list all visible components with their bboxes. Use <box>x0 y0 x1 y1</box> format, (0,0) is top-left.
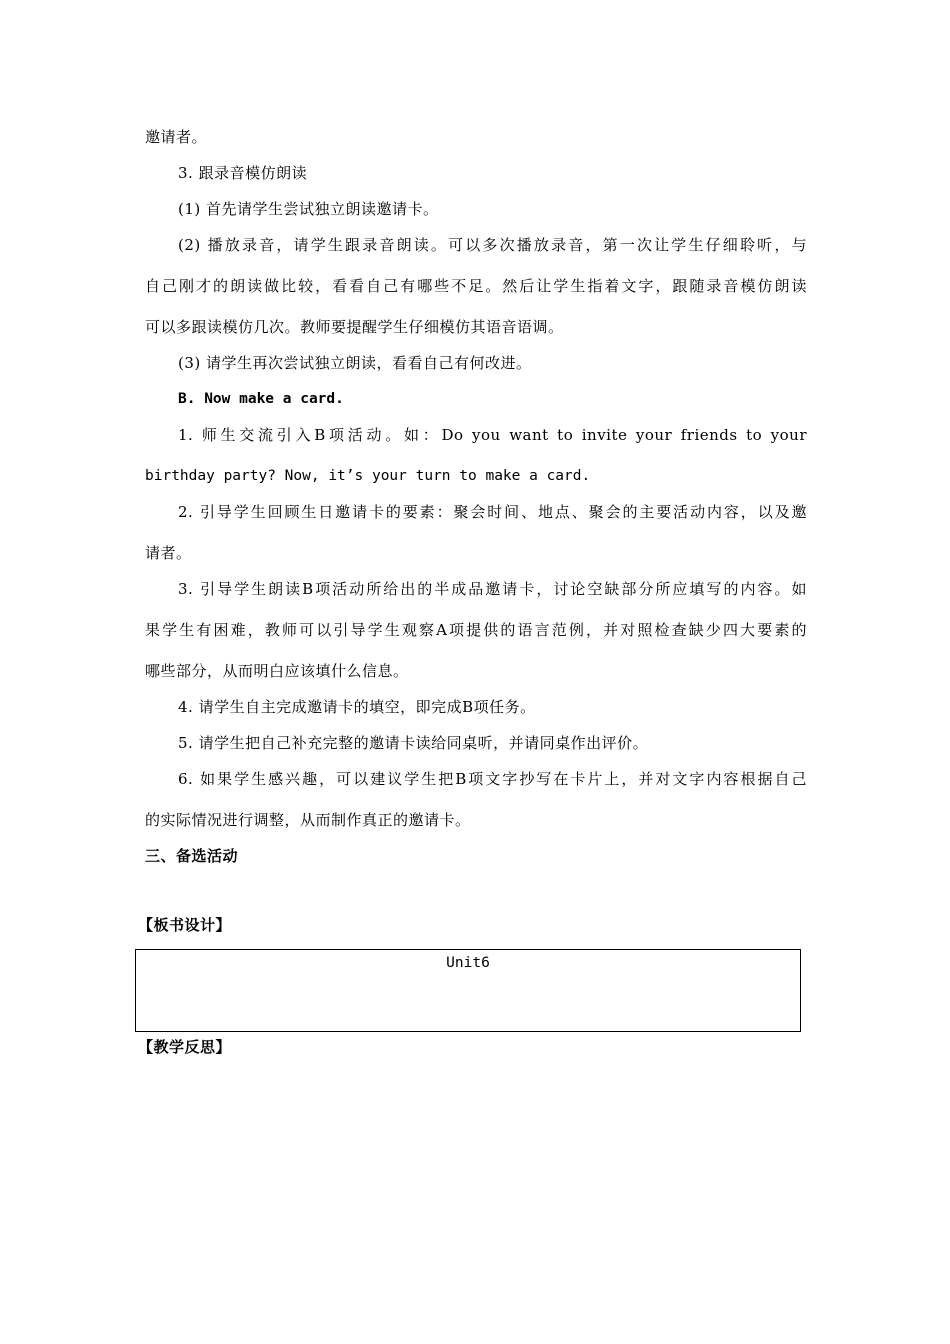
paragraph-line: 果学生有困难，教师可以引导学生观察A项提供的语言范例，并对照检查缺少四大要素的 <box>145 621 807 639</box>
board-design-title: Unit6 <box>446 955 490 971</box>
step-text: 1. 师生交流引入B项活动。如：Do you want to invite your friends to your <box>178 426 807 444</box>
step-item: 3. 引导学生朗读B项活动所给出的半成品邀请卡，讨论空缺部分所应填写的内容。如 <box>178 580 807 598</box>
paragraph-line: 的实际情况进行调整，从而制作真正的邀请卡。 <box>145 811 471 829</box>
step-item: 6. 如果学生感兴趣，可以建议学生把B项文字抄写在卡片上，并对文字内容根据自己 <box>178 770 807 788</box>
paragraph-line: 自己刚才的朗读做比较，看看自己有哪些不足。然后让学生指着文字，跟随录音模仿朗读 <box>145 277 807 295</box>
step-item: 2. 引导学生回顾生日邀请卡的要素：聚会时间、地点、聚会的主要活动内容，以及邀 <box>178 503 807 521</box>
sub-step: (1) 首先请学生尝试独立朗读邀请卡。 <box>178 200 439 218</box>
reflection-label: 【教学反思】 <box>138 1038 232 1056</box>
step-item: 4. 请学生自主完成邀请卡的填空，即完成B项任务。 <box>178 698 536 716</box>
paragraph-line: 哪些部分，从而明白应该填什么信息。 <box>145 662 409 680</box>
sub-step: (3) 请学生再次尝试独立朗读，看看自己有何改进。 <box>178 354 532 372</box>
paragraph-line: birthday party? Now, it’s your turn to make a card. <box>145 468 591 484</box>
step-heading: 3. 跟录音模仿朗读 <box>178 164 308 182</box>
paragraph-line: 邀请者。 <box>145 128 208 146</box>
board-design-label: 【板书设计】 <box>138 916 232 934</box>
board-design-box <box>135 949 801 1032</box>
paragraph-line: 请者。 <box>145 544 192 562</box>
step-item <box>178 425 807 445</box>
sub-step: (2) 播放录音，请学生跟录音朗读。可以多次播放录音，第一次让学生仔细聆听，与 <box>178 236 807 254</box>
paragraph-line: 可以多跟读模仿几次。教师要提醒学生仔细模仿其语音语调。 <box>145 318 564 336</box>
step-item: 5. 请学生把自己补充完整的邀请卡读给同桌听，并请同桌作出评价。 <box>178 734 649 752</box>
activity-b-heading: B. Now make a card. <box>178 391 344 407</box>
section-heading: 三、备选活动 <box>145 847 239 865</box>
